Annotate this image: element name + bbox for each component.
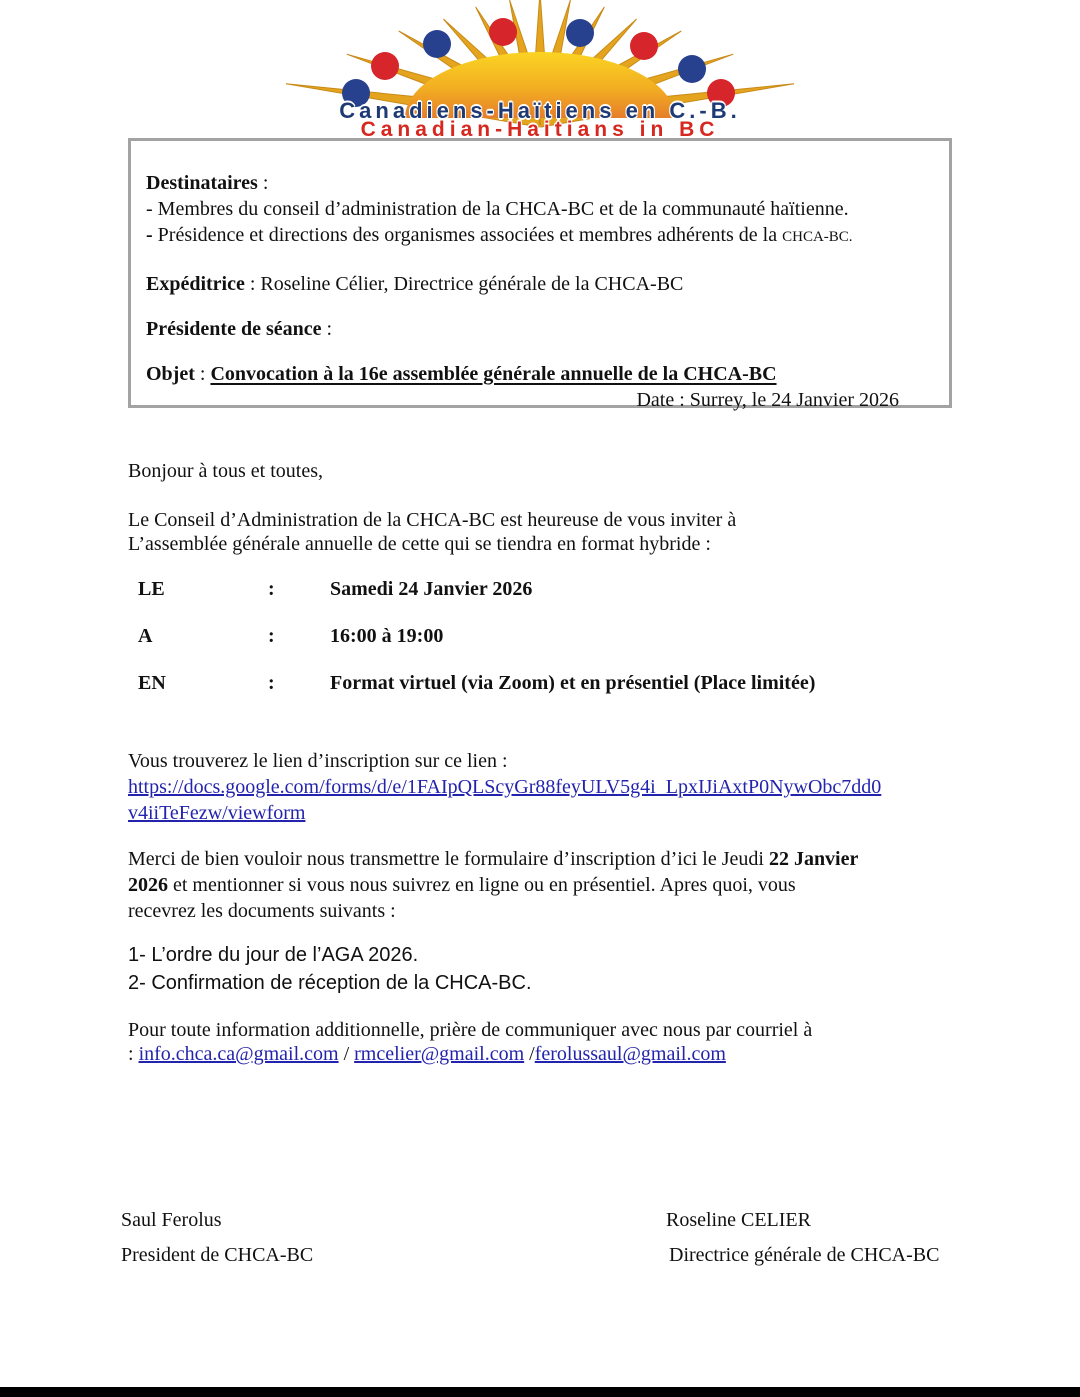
contact-sep-1: / bbox=[338, 1043, 355, 1065]
schedule-value: 16:00 à 19:00 bbox=[330, 625, 444, 647]
expeditrice-line bbox=[146, 271, 931, 297]
bottom-page-edge bbox=[0, 1387, 1080, 1397]
logo-title-english: Canadian-Haitians in BC bbox=[360, 118, 720, 141]
contact-prefix: : bbox=[128, 1043, 139, 1065]
schedule-colon: : bbox=[268, 625, 275, 647]
email-link-info[interactable]: info.chca.ca@gmail.com bbox=[138, 1043, 339, 1065]
registration-intro: Vous trouverez le lien d’inscription sur ce lien : bbox=[128, 750, 508, 772]
contact-sep-2: / bbox=[524, 1043, 535, 1065]
presidente-line bbox=[146, 316, 931, 342]
expeditrice-value: : Roseline Célier, Directrice générale de la CHCA-BC bbox=[244, 273, 684, 295]
deadline-line-1 bbox=[128, 846, 858, 872]
registration-form-link[interactable] bbox=[128, 774, 960, 826]
objet-value: Convocation à la 16e assemblée générale annuelle de la CHCA-BC bbox=[210, 363, 777, 385]
date-line: Date : Surrey, le 24 Janvier 2026 bbox=[636, 389, 899, 411]
deadline-line-3: recevrez les documents suivants : bbox=[128, 900, 396, 922]
registration-url-line-2: v4iiTeFezw/viewform bbox=[128, 802, 306, 824]
schedule-colon: : bbox=[268, 578, 275, 600]
memo-header-box bbox=[128, 138, 952, 411]
destinataires-colon: : bbox=[257, 172, 269, 194]
signature-right-title: Directrice générale de CHCA-BC bbox=[669, 1244, 940, 1266]
recipient-line-2 bbox=[146, 222, 931, 250]
contact-intro: Pour toute information additionnelle, prière de communiquer avec nous par courriel à bbox=[128, 1019, 813, 1041]
registration-link-wrap bbox=[128, 774, 960, 826]
signature-right-name: Roseline CELIER bbox=[666, 1209, 811, 1231]
presidente-label: Présidente de séance bbox=[146, 318, 322, 340]
expeditrice-label: Expéditrice bbox=[146, 273, 245, 295]
objet-sep: : bbox=[194, 363, 211, 385]
email-link-rmcelier[interactable]: rmcelier@gmail.com bbox=[354, 1043, 525, 1065]
registration-url-line-1: https://docs.google.com/forms/d/e/1FAIpQLScyGr88feyULV5g4i_LpxIJiAxtP0NywObc7dd0 bbox=[128, 776, 882, 798]
recipient-line-2-org: CHCA-BC. bbox=[782, 229, 853, 245]
schedule-colon: : bbox=[268, 672, 275, 694]
intro-paragraph bbox=[128, 508, 736, 556]
deadline-line-2 bbox=[128, 872, 858, 898]
deadline-paragraph bbox=[128, 846, 858, 924]
email-link-ferolussaul[interactable]: ferolussaul@gmail.com bbox=[534, 1043, 726, 1065]
org-logo bbox=[240, 0, 840, 140]
objet-line bbox=[146, 361, 931, 387]
recipient-line-2-text: Présidence et directions des organismes associées et membres adhérents de la bbox=[152, 224, 783, 246]
destinataires-line bbox=[146, 170, 931, 196]
document-list-item-1: 1- L’ordre du jour de l’AGA 2026. bbox=[128, 944, 419, 966]
presidente-colon: : bbox=[321, 318, 333, 340]
destinataires-label: Destinataires bbox=[146, 172, 258, 194]
schedule-label: A bbox=[138, 625, 153, 647]
document-list-item-2: 2- Confirmation de réception de la CHCA-BC. bbox=[128, 972, 532, 994]
intro-line-1: Le Conseil d’Administration de la CHCA-BC est heureuse de vous inviter à bbox=[128, 509, 737, 531]
deadline-line-2-text: et mentionner si vous nous suivrez en ligne ou en présentiel. Apres quoi, vous bbox=[168, 874, 796, 896]
recipient-line-2-dash: - bbox=[146, 224, 153, 246]
deadline-date-part-2: 2026 bbox=[128, 874, 168, 896]
signature-left-title: President de CHCA-BC bbox=[121, 1244, 314, 1266]
objet-label: Objet bbox=[146, 363, 195, 385]
schedule-label: LE bbox=[138, 578, 165, 600]
schedule-label: EN bbox=[138, 672, 166, 694]
intro-line-2: L’assemblée générale annuelle de cette qui se tiendra en format hybride : bbox=[128, 533, 711, 555]
deadline-line-1-text: Merci de bien vouloir nous transmettre le formulaire d’inscription d’ici le Jeudi bbox=[128, 848, 769, 870]
contact-emails-line bbox=[128, 1041, 726, 1067]
greeting: Bonjour à tous et toutes, bbox=[128, 460, 323, 482]
schedule-value: Samedi 24 Janvier 2026 bbox=[330, 578, 533, 600]
schedule-value: Format virtuel (via Zoom) et en présentiel (Place limitée) bbox=[330, 672, 816, 694]
recipient-line-1: - Membres du conseil d’administration de la CHCA-BC et de la communauté haïtienne. bbox=[146, 198, 849, 220]
signature-left-name: Saul Ferolus bbox=[121, 1209, 222, 1231]
deadline-date-part-1: 22 Janvier bbox=[768, 848, 859, 870]
logo-title-french: Canadiens-Haïtiens en C.-B. bbox=[339, 98, 741, 123]
